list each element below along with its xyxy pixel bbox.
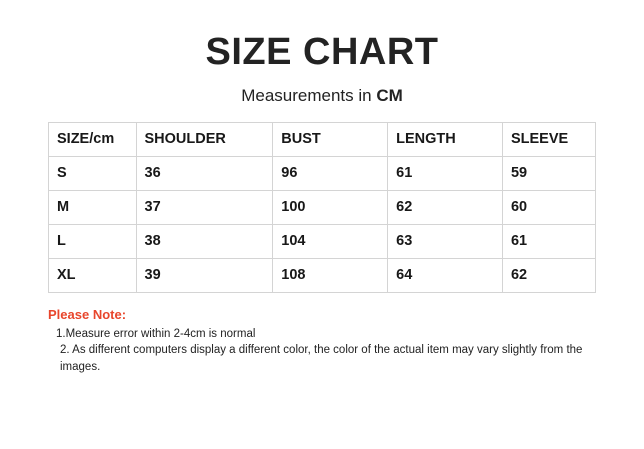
table-row xyxy=(49,258,596,292)
column-header-bust: BUST xyxy=(273,122,388,156)
table-header-row xyxy=(49,122,596,156)
cell-size: S xyxy=(49,156,137,190)
table-row xyxy=(49,224,596,258)
cell-sleeve: 62 xyxy=(502,258,595,292)
cell-sleeve: 61 xyxy=(502,224,595,258)
cell-shoulder: 37 xyxy=(136,190,273,224)
measurement-unit-subtitle xyxy=(0,86,644,106)
cell-length: 64 xyxy=(388,258,503,292)
cell-length: 62 xyxy=(388,190,503,224)
notes-section xyxy=(0,307,644,376)
note-line-1: 1.Measure error within 2-4cm is normal xyxy=(56,327,256,340)
cell-size: M xyxy=(49,190,137,224)
page-title: SIZE CHART xyxy=(205,31,439,73)
cell-bust: 104 xyxy=(273,224,388,258)
subtitle-prefix: Measurements in xyxy=(241,85,377,105)
table-row xyxy=(49,190,596,224)
cell-shoulder: 36 xyxy=(136,156,273,190)
column-header-size: SIZE/cm xyxy=(49,122,137,156)
cell-sleeve: 60 xyxy=(502,190,595,224)
cell-size: XL xyxy=(49,258,137,292)
cell-bust: 108 xyxy=(273,258,388,292)
size-chart-page xyxy=(0,32,644,449)
cell-length: 63 xyxy=(388,224,503,258)
cell-shoulder: 38 xyxy=(136,224,273,258)
cell-size: L xyxy=(49,224,137,258)
column-header-shoulder: SHOULDER xyxy=(136,122,273,156)
column-header-length: LENGTH xyxy=(388,122,503,156)
cell-length: 61 xyxy=(388,156,503,190)
subtitle-unit: CM xyxy=(376,85,403,105)
size-table xyxy=(48,122,596,293)
notes-title: Please Note: xyxy=(48,306,127,322)
note-line-2: 2. As different computers display a different color, the color of the actual item may vary slightly from the images. xyxy=(60,344,583,374)
cell-shoulder: 39 xyxy=(136,258,273,292)
size-table-container xyxy=(0,122,644,293)
column-header-sleeve: SLEEVE xyxy=(502,122,595,156)
cell-sleeve: 59 xyxy=(502,156,595,190)
table-row xyxy=(49,156,596,190)
cell-bust: 100 xyxy=(273,190,388,224)
cell-bust: 96 xyxy=(273,156,388,190)
